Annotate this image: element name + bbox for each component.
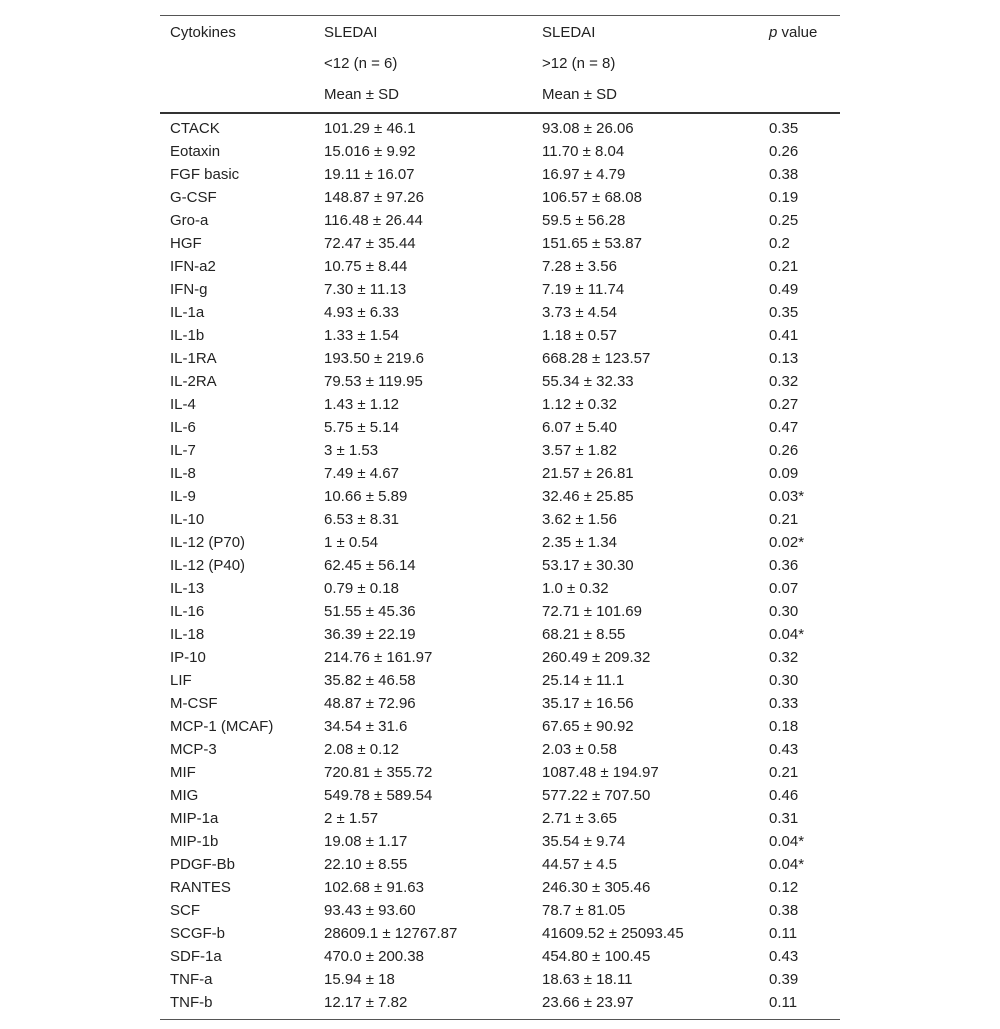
cytokine-name: LIF: [170, 672, 192, 689]
p-value: 0.03*: [769, 488, 805, 505]
p-value: 0.30: [769, 672, 799, 689]
table-row: [160, 669, 840, 692]
high-sledai-value: 454.80 ± 100.45: [542, 948, 651, 965]
low-sledai-value: 28609.1 ± 12767.87: [324, 925, 458, 942]
table-row: [160, 830, 840, 853]
low-sledai-value: 7.30 ± 11.13: [324, 281, 407, 298]
p-value: 0.36: [769, 557, 799, 574]
high-sledai-value: 35.54 ± 9.74: [542, 833, 626, 850]
table-row: [160, 163, 840, 186]
p-value: 0.04*: [769, 833, 805, 850]
header-sledai-high: SLEDAI: [542, 24, 596, 41]
table-row: [160, 439, 840, 462]
cytokine-name: Gro-a: [170, 212, 209, 229]
low-sledai-value: 19.11 ± 16.07: [324, 166, 415, 183]
low-sledai-value: 3 ± 1.53: [324, 442, 379, 459]
p-value: 0.47: [769, 419, 799, 436]
high-sledai-value: 1087.48 ± 194.97: [542, 764, 659, 781]
low-sledai-value: 116.48 ± 26.44: [324, 212, 423, 229]
high-sledai-value: 577.22 ± 707.50: [542, 787, 651, 804]
low-sledai-value: 48.87 ± 72.96: [324, 695, 416, 712]
low-sledai-value: 148.87 ± 97.26: [324, 189, 424, 206]
cytokine-name: MIP-1a: [170, 810, 219, 827]
header-high-group: >12 (n = 8): [542, 55, 616, 72]
low-sledai-value: 101.29 ± 46.1: [324, 120, 416, 137]
header-p-rest: value: [777, 24, 818, 41]
table-row: [160, 462, 840, 485]
cytokine-name: IL-16: [170, 603, 205, 620]
cytokine-name: IL-8: [170, 465, 196, 482]
table-row: [160, 876, 840, 899]
high-sledai-value: 246.30 ± 305.46: [542, 879, 651, 896]
high-sledai-value: 78.7 ± 81.05: [542, 902, 626, 919]
header-row-1: [160, 16, 840, 47]
p-value: 0.30: [769, 603, 799, 620]
table-row: [160, 623, 840, 646]
high-sledai-value: 23.66 ± 23.97: [542, 994, 634, 1011]
cytokine-name: TNF-a: [170, 971, 213, 988]
low-sledai-value: 12.17 ± 7.82: [324, 994, 408, 1011]
high-sledai-value: 67.65 ± 90.92: [542, 718, 634, 735]
cytokine-name: MIF: [170, 764, 196, 781]
table-row: [160, 140, 840, 163]
low-sledai-value: 1.43 ± 1.12: [324, 396, 399, 413]
p-value: 0.11: [769, 994, 798, 1011]
high-sledai-value: 3.62 ± 1.56: [542, 511, 617, 528]
p-value: 0.49: [769, 281, 799, 298]
low-sledai-value: 7.49 ± 4.67: [324, 465, 399, 482]
cytokine-name: IL-6: [170, 419, 196, 436]
header-p-value: [769, 24, 817, 41]
table-row: [160, 600, 840, 623]
low-sledai-value: 1.33 ± 1.54: [324, 327, 399, 344]
p-value: 0.18: [769, 718, 799, 735]
low-sledai-value: 79.53 ± 119.95: [324, 373, 423, 390]
low-sledai-value: 1 ± 0.54: [324, 534, 379, 551]
cytokine-name: IP-10: [170, 649, 206, 666]
p-value: 0.2: [769, 235, 790, 252]
high-sledai-value: 6.07 ± 5.40: [542, 419, 617, 436]
p-value: 0.07: [769, 580, 799, 597]
high-sledai-value: 41609.52 ± 25093.45: [542, 925, 684, 942]
high-sledai-value: 668.28 ± 123.57: [542, 350, 651, 367]
p-value: 0.04*: [769, 856, 805, 873]
low-sledai-value: 36.39 ± 22.19: [324, 626, 416, 643]
table-row: [160, 117, 840, 140]
high-sledai-value: 3.57 ± 1.82: [542, 442, 617, 459]
p-value: 0.38: [769, 902, 799, 919]
high-sledai-value: 7.19 ± 11.74: [542, 281, 625, 298]
high-sledai-value: 21.57 ± 26.81: [542, 465, 634, 482]
p-value: 0.32: [769, 649, 799, 666]
low-sledai-value: 470.0 ± 200.38: [324, 948, 424, 965]
p-value: 0.04*: [769, 626, 805, 643]
high-sledai-value: 55.34 ± 32.33: [542, 373, 634, 390]
high-sledai-value: 32.46 ± 25.85: [542, 488, 634, 505]
low-sledai-value: 4.93 ± 6.33: [324, 304, 399, 321]
low-sledai-value: 19.08 ± 1.17: [324, 833, 408, 850]
low-sledai-value: 62.45 ± 56.14: [324, 557, 416, 574]
table-row: [160, 784, 840, 807]
cytokine-name: Eotaxin: [170, 143, 221, 160]
table-row: [160, 186, 840, 209]
high-sledai-value: 2.35 ± 1.34: [542, 534, 617, 551]
low-sledai-value: 93.43 ± 93.60: [324, 902, 416, 919]
low-sledai-value: 214.76 ± 161.97: [324, 649, 433, 666]
low-sledai-value: 5.75 ± 5.14: [324, 419, 399, 436]
low-sledai-value: 15.016 ± 9.92: [324, 143, 416, 160]
low-sledai-value: 102.68 ± 91.63: [324, 879, 424, 896]
high-sledai-value: 260.49 ± 209.32: [542, 649, 651, 666]
cytokine-name: MCP-1 (MCAF): [170, 718, 274, 735]
table-row: [160, 577, 840, 600]
low-sledai-value: 720.81 ± 355.72: [324, 764, 433, 781]
cytokine-name: MIP-1b: [170, 833, 219, 850]
cytokine-name: IL-12 (P70): [170, 534, 246, 551]
high-sledai-value: 7.28 ± 3.56: [542, 258, 617, 275]
table-row: [160, 554, 840, 577]
cytokine-name: IL-9: [170, 488, 196, 505]
high-sledai-value: 25.14 ± 11.1: [542, 672, 625, 689]
table-row: [160, 485, 840, 508]
cytokine-name: FGF basic: [170, 166, 240, 183]
cytokine-name: IL-18: [170, 626, 205, 643]
cytokine-name: TNF-b: [170, 994, 213, 1011]
table-row: [160, 301, 840, 324]
p-value: 0.27: [769, 396, 799, 413]
high-sledai-value: 16.97 ± 4.79: [542, 166, 626, 183]
table-row: [160, 278, 840, 301]
p-value: 0.46: [769, 787, 799, 804]
cytokine-name: IL-10: [170, 511, 205, 528]
table-row: [160, 692, 840, 715]
high-sledai-value: 11.70 ± 8.04: [542, 143, 625, 160]
table-header: [160, 16, 840, 112]
table-row: [160, 807, 840, 830]
p-value: 0.26: [769, 442, 799, 459]
low-sledai-value: 10.75 ± 8.44: [324, 258, 408, 275]
p-value: 0.32: [769, 373, 799, 390]
p-value: 0.19: [769, 189, 799, 206]
p-value: 0.31: [769, 810, 799, 827]
cytokine-name: IL-13: [170, 580, 205, 597]
table-row: [160, 508, 840, 531]
table-row: [160, 945, 840, 968]
table-row: [160, 899, 840, 922]
cytokine-name: PDGF-Bb: [170, 856, 236, 873]
high-sledai-value: 3.73 ± 4.54: [542, 304, 617, 321]
p-value: 0.21: [769, 764, 799, 781]
low-sledai-value: 10.66 ± 5.89: [324, 488, 408, 505]
header-cytokines: Cytokines: [170, 24, 236, 41]
cytokine-name: MCP-3: [170, 741, 217, 758]
table-bottom-rule: [160, 1019, 840, 1020]
table-row: [160, 531, 840, 554]
p-value: 0.21: [769, 258, 799, 275]
header-sledai-low: SLEDAI: [324, 24, 378, 41]
p-value: 0.12: [769, 879, 799, 896]
high-sledai-value: 1.18 ± 0.57: [542, 327, 617, 344]
high-sledai-value: 53.17 ± 30.30: [542, 557, 634, 574]
table-row: [160, 991, 840, 1014]
cytokine-name: RANTES: [170, 879, 231, 896]
table-row: [160, 232, 840, 255]
high-sledai-value: 72.71 ± 101.69: [542, 603, 642, 620]
cytokine-name: CTACK: [170, 120, 220, 137]
high-sledai-value: 18.63 ± 18.11: [542, 971, 633, 988]
p-value: 0.02*: [769, 534, 805, 551]
cytokine-name: SCGF-b: [170, 925, 226, 942]
p-value: 0.43: [769, 948, 799, 965]
p-value: 0.39: [769, 971, 799, 988]
p-value: 0.11: [769, 925, 798, 942]
p-value: 0.38: [769, 166, 799, 183]
p-value: 0.26: [769, 143, 799, 160]
header-high-stat: Mean ± SD: [542, 86, 617, 103]
header-row-2: [160, 47, 840, 78]
low-sledai-value: 549.78 ± 589.54: [324, 787, 433, 804]
high-sledai-value: 93.08 ± 26.06: [542, 120, 634, 137]
low-sledai-value: 193.50 ± 219.6: [324, 350, 424, 367]
table-row: [160, 922, 840, 945]
low-sledai-value: 15.94 ± 18: [324, 971, 395, 988]
p-value: 0.09: [769, 465, 799, 482]
low-sledai-value: 2 ± 1.57: [324, 810, 379, 827]
cytokine-name: MIG: [170, 787, 199, 804]
table-row: [160, 715, 840, 738]
table-row: [160, 209, 840, 232]
high-sledai-value: 106.57 ± 68.08: [542, 189, 642, 206]
header-row-3: [160, 78, 840, 112]
table-row: [160, 968, 840, 991]
p-value: 0.35: [769, 120, 799, 137]
high-sledai-value: 35.17 ± 16.56: [542, 695, 634, 712]
cytokine-name: G-CSF: [170, 189, 217, 206]
cytokine-name: IL-7: [170, 442, 196, 459]
low-sledai-value: 51.55 ± 45.36: [324, 603, 416, 620]
table-row: [160, 646, 840, 669]
table-row: [160, 761, 840, 784]
table-row: [160, 393, 840, 416]
cytokine-name: IL-4: [170, 396, 196, 413]
table-row: [160, 416, 840, 439]
cytokine-name: IL-12 (P40): [170, 557, 246, 574]
cytokine-name: IL-1b: [170, 327, 205, 344]
table-row: [160, 347, 840, 370]
low-sledai-value: 22.10 ± 8.55: [324, 856, 408, 873]
high-sledai-value: 2.71 ± 3.65: [542, 810, 617, 827]
cytokine-name: IFN-g: [170, 281, 208, 298]
low-sledai-value: 34.54 ± 31.6: [324, 718, 408, 735]
table-row: [160, 370, 840, 393]
p-value: 0.33: [769, 695, 799, 712]
p-value: 0.25: [769, 212, 799, 229]
low-sledai-value: 0.79 ± 0.18: [324, 580, 399, 597]
low-sledai-value: 35.82 ± 46.58: [324, 672, 416, 689]
cytokine-table: [160, 15, 840, 1020]
p-value: 0.35: [769, 304, 799, 321]
high-sledai-value: 151.65 ± 53.87: [542, 235, 642, 252]
p-value: 0.43: [769, 741, 799, 758]
low-sledai-value: 6.53 ± 8.31: [324, 511, 399, 528]
cytokine-name: HGF: [170, 235, 202, 252]
p-value: 0.41: [769, 327, 799, 344]
cytokine-name: M-CSF: [170, 695, 218, 712]
cytokine-name: IL-1RA: [170, 350, 217, 367]
header-low-stat: Mean ± SD: [324, 86, 399, 103]
high-sledai-value: 1.12 ± 0.32: [542, 396, 617, 413]
high-sledai-value: 1.0 ± 0.32: [542, 580, 609, 597]
high-sledai-value: 44.57 ± 4.5: [542, 856, 617, 873]
p-value: 0.13: [769, 350, 799, 367]
cytokine-name: SDF-1a: [170, 948, 222, 965]
cytokine-name: IFN-a2: [170, 258, 216, 275]
table-row: [160, 324, 840, 347]
p-value: 0.21: [769, 511, 799, 528]
high-sledai-value: 2.03 ± 0.58: [542, 741, 617, 758]
header-low-group: <12 (n = 6): [324, 55, 398, 72]
low-sledai-value: 72.47 ± 35.44: [324, 235, 416, 252]
table-row: [160, 255, 840, 278]
table-body: [160, 117, 840, 1014]
cytokine-name: IL-2RA: [170, 373, 217, 390]
table-row: [160, 738, 840, 761]
table-row: [160, 853, 840, 876]
high-sledai-value: 59.5 ± 56.28: [542, 212, 626, 229]
header-p-italic: p: [769, 24, 778, 41]
high-sledai-value: 68.21 ± 8.55: [542, 626, 626, 643]
low-sledai-value: 2.08 ± 0.12: [324, 741, 399, 758]
cytokine-name: SCF: [170, 902, 200, 919]
cytokine-name: IL-1a: [170, 304, 205, 321]
